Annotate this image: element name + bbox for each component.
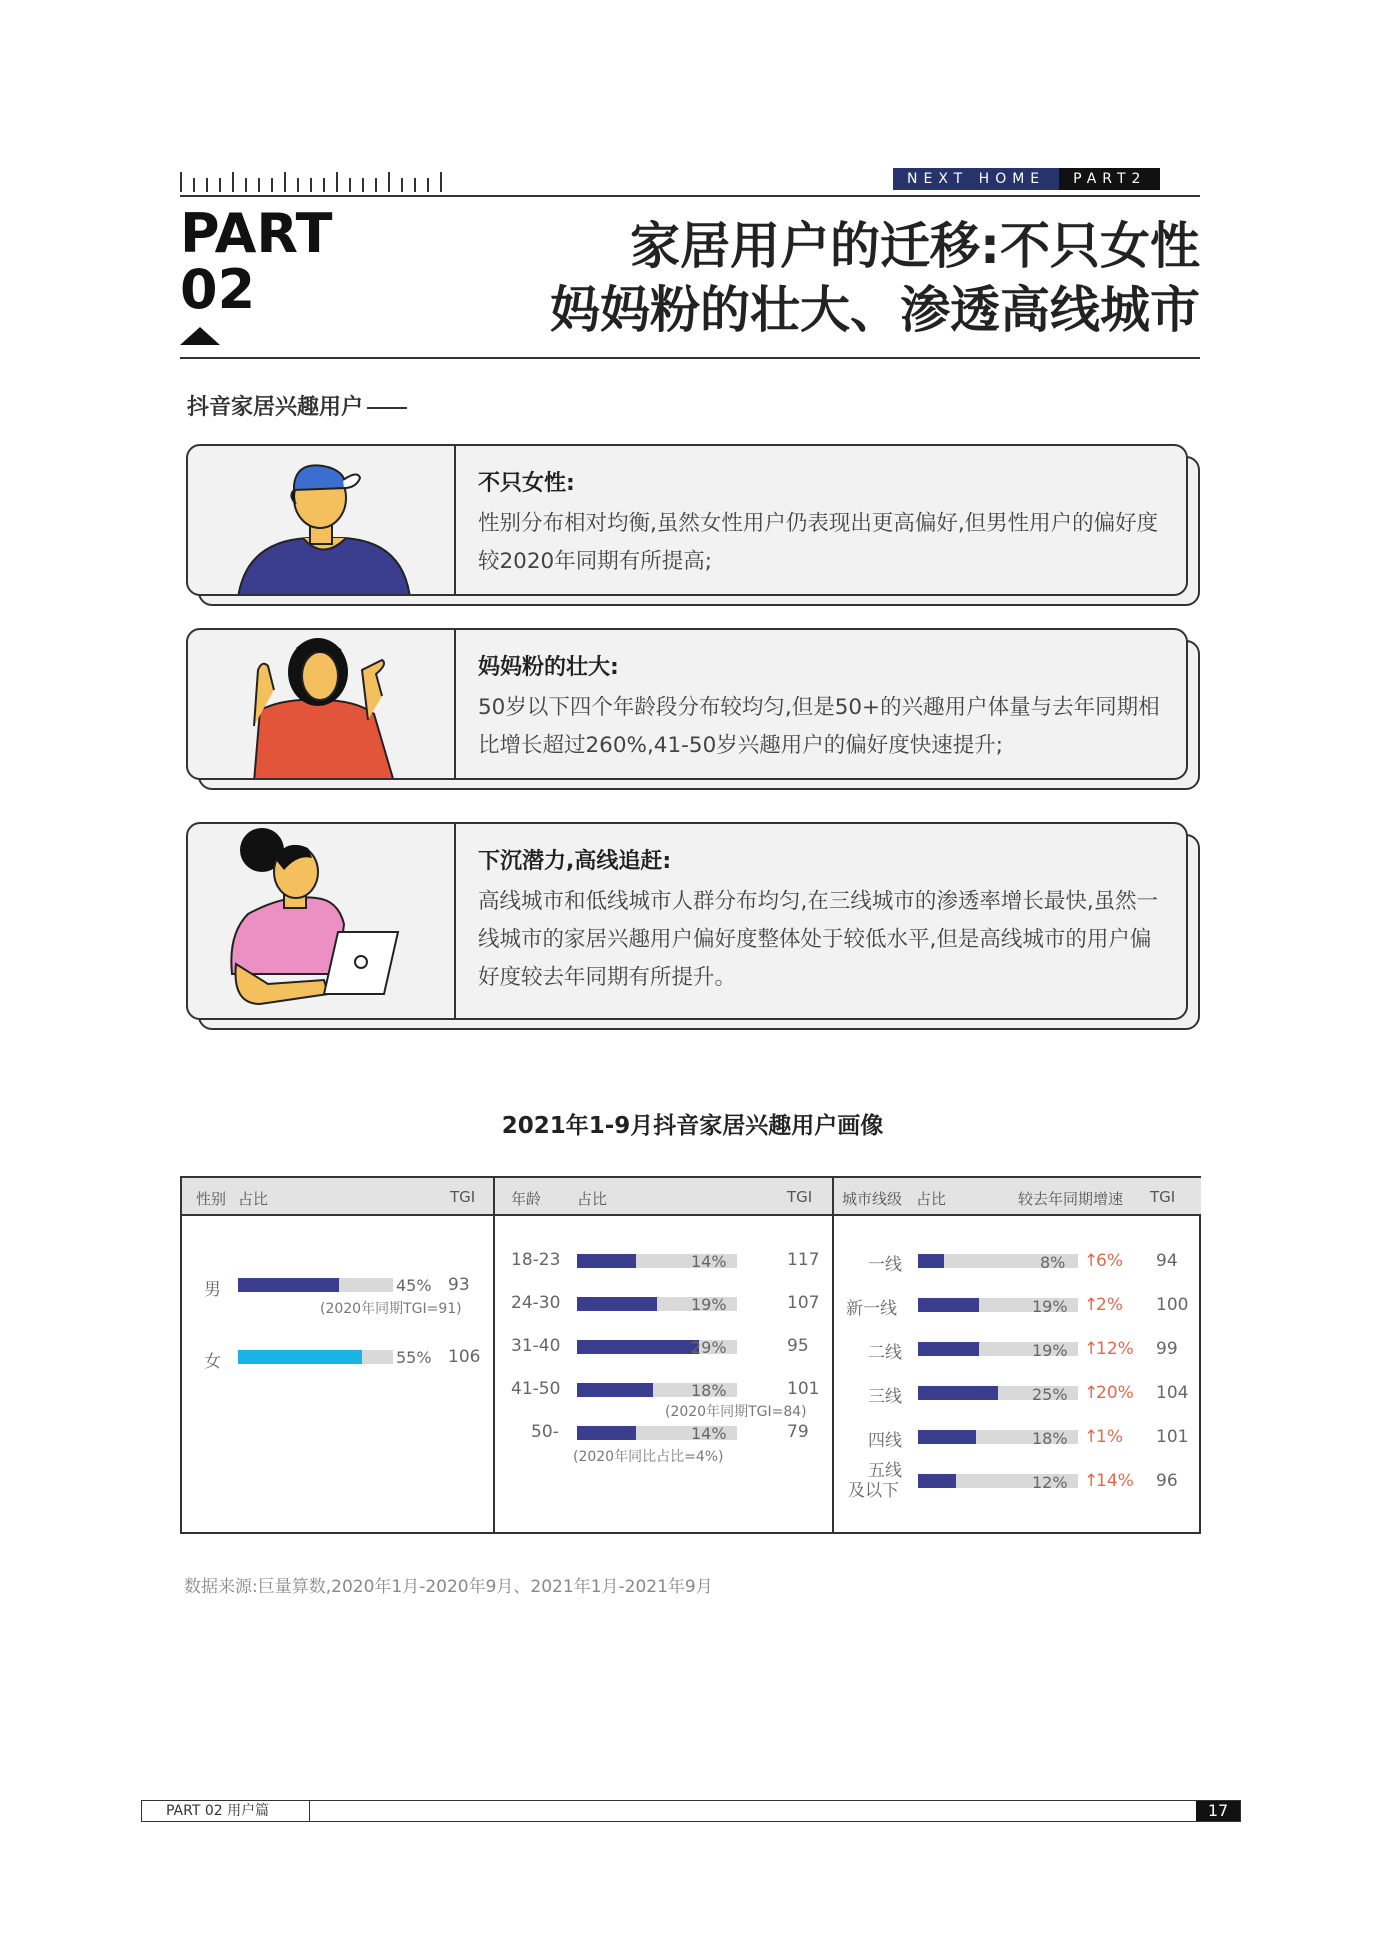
title-rule <box>180 357 1200 359</box>
header-share: 占比 <box>916 1190 947 1208</box>
header-share: 占比 <box>577 1190 608 1208</box>
growth-up-icon: ↑ <box>1084 1383 1099 1403</box>
city-label: 二线 <box>868 1343 902 1363</box>
card-mothers <box>186 628 1188 780</box>
ruler-tick <box>193 178 195 192</box>
section-dash <box>367 407 407 409</box>
bar-fill <box>918 1342 979 1356</box>
growth-up-icon: ↑ <box>1084 1251 1099 1271</box>
part-label: PART <box>180 202 333 265</box>
gender-column <box>182 1178 493 1532</box>
card-title: 不只女性: <box>478 471 575 496</box>
bar-track <box>238 1350 393 1364</box>
tgi-value: 94 <box>1156 1251 1178 1271</box>
bar-fill <box>238 1278 339 1292</box>
ruler-tick <box>232 172 234 192</box>
tgi-value: 101 <box>787 1379 820 1399</box>
footer-section: PART 02 用户篇 <box>142 1801 310 1821</box>
share-value: 8% <box>1040 1253 1066 1272</box>
bar-fill <box>918 1386 998 1400</box>
growth-value: 12% <box>1096 1339 1134 1359</box>
section-label <box>187 390 407 421</box>
user-profile-table <box>180 1176 1201 1534</box>
header-rule <box>180 195 1200 197</box>
ruler-tick <box>323 178 325 192</box>
age-header <box>495 1178 832 1216</box>
share-value: 14% <box>691 1252 727 1271</box>
ruler-tick <box>362 178 364 192</box>
ruler-tick <box>375 178 377 192</box>
page-number: 17 <box>1196 1801 1240 1821</box>
bar-fill <box>238 1350 362 1364</box>
ruler-tick <box>245 178 247 192</box>
share-value: 45% <box>396 1276 432 1295</box>
bar-fill <box>918 1298 979 1312</box>
tgi-value: 107 <box>787 1293 820 1313</box>
ruler-tick <box>258 178 260 192</box>
bar-fill <box>918 1474 956 1488</box>
header-share: 占比 <box>238 1190 269 1208</box>
tgi-value: 104 <box>1156 1383 1189 1403</box>
ruler-tick <box>310 178 312 192</box>
bar-fill <box>918 1254 944 1268</box>
share-value: 55% <box>396 1348 432 1367</box>
chart-title: 2021年1-9月抖音家居兴趣用户画像 <box>501 1113 884 1139</box>
ruler-tick <box>297 178 299 192</box>
gender-label: 女 <box>204 1352 221 1372</box>
city-label-line2: 及以下 <box>848 1481 899 1501</box>
header-growth: 较去年同期增速 <box>1018 1190 1124 1208</box>
card-title: 下沉潜力,高线追赶: <box>478 849 672 874</box>
age-column <box>495 1178 832 1532</box>
growth-up-icon: ↑ <box>1084 1427 1099 1447</box>
card-body: 50岁以下四个年龄段分布较均匀,但是50+的兴趣用户体量与去年同期相比增长超过260%,41-50岁兴趣用户的偏好度快速提升; <box>478 695 1160 758</box>
ruler-tick <box>401 178 403 192</box>
man-illustration <box>188 446 456 594</box>
ruler-tick <box>180 172 182 192</box>
ruler-tick <box>349 178 351 192</box>
bar-fill <box>577 1297 657 1311</box>
city-label: 一线 <box>868 1255 902 1275</box>
city-label: 四线 <box>868 1431 902 1451</box>
ruler-tick <box>206 178 208 192</box>
bar-fill <box>577 1383 653 1397</box>
data-source: 数据来源:巨量算数,2020年1月-2020年9月、2021年1月-2021年9月 <box>184 1577 713 1597</box>
city-label: 三线 <box>868 1387 902 1407</box>
gender-label: 男 <box>204 1280 221 1300</box>
header-tgi: TGI <box>787 1188 813 1206</box>
header-age: 年龄 <box>511 1190 542 1208</box>
page-title-line2: 妈妈粉的壮大、渗透高线城市 <box>550 281 1200 339</box>
share-value: 29% <box>691 1338 727 1357</box>
age-note: (2020年同比占比=4%) <box>573 1449 724 1465</box>
age-label: 18-23 <box>511 1250 561 1270</box>
tgi-value: 117 <box>787 1250 820 1270</box>
share-value: 19% <box>1032 1297 1068 1316</box>
ruler-tick <box>284 172 286 192</box>
header-gender: 性别 <box>196 1190 227 1208</box>
city-label-line1: 五线 <box>868 1461 902 1481</box>
tgi-value: 101 <box>1156 1427 1189 1447</box>
header-tgi: TGI <box>1150 1188 1176 1206</box>
city-header <box>834 1178 1201 1216</box>
city-label: 新一线 <box>846 1299 897 1319</box>
growth-up-icon: ↑ <box>1084 1471 1099 1491</box>
city-column <box>834 1178 1201 1532</box>
ruler-tick <box>336 172 338 192</box>
bar-fill <box>577 1426 636 1440</box>
bar-track <box>238 1278 393 1292</box>
age-label: 24-30 <box>511 1293 561 1313</box>
ruler-tick <box>219 178 221 192</box>
card-title: 妈妈粉的壮大: <box>478 655 619 680</box>
part-number: 02 <box>180 258 256 321</box>
tgi-value: 95 <box>787 1336 809 1356</box>
growth-up-icon: ↑ <box>1084 1339 1099 1359</box>
ruler-tick <box>427 178 429 192</box>
gender-header <box>182 1178 493 1216</box>
age-note: (2020年同期TGI=84) <box>665 1404 807 1420</box>
share-value: 18% <box>1032 1429 1068 1448</box>
share-value: 12% <box>1032 1473 1068 1492</box>
tgi-value: 79 <box>787 1422 809 1442</box>
card-gender <box>186 444 1188 596</box>
bar-fill <box>577 1340 699 1354</box>
tgi-value: 100 <box>1156 1295 1189 1315</box>
tgi-note: (2020年同期TGI=91) <box>320 1301 462 1317</box>
card-body: 高线城市和低线城市人群分布均匀,在三线城市的渗透率增长最快,虽然一线城市的家居兴趣用户偏好度整体处于较低水平,但是高线城市的用户偏好度较去年同期有所提升。 <box>478 889 1159 990</box>
woman-laptop-icon <box>188 824 456 1020</box>
brand-part: PART2 <box>1059 168 1160 190</box>
ruler-tick <box>388 172 390 192</box>
header-tgi: TGI <box>450 1188 476 1206</box>
page-footer <box>141 1800 1241 1822</box>
woman-waving-icon <box>188 630 456 780</box>
share-value: 14% <box>691 1424 727 1443</box>
age-label: 41-50 <box>511 1379 561 1399</box>
woman-waving-illustration <box>188 630 456 778</box>
bar-fill <box>918 1430 976 1444</box>
man-icon <box>188 446 456 596</box>
ruler-tick <box>440 172 442 192</box>
header-city-tier: 城市线级 <box>842 1190 903 1208</box>
section-label-text: 抖音家居兴趣用户 <box>187 395 364 420</box>
tgi-value: 99 <box>1156 1339 1178 1359</box>
triangle-icon <box>180 327 220 345</box>
age-label: 50- <box>531 1422 559 1442</box>
card-cities <box>186 822 1188 1020</box>
header-tick-ruler <box>180 168 450 192</box>
growth-value: 20% <box>1096 1383 1134 1403</box>
card-body: 性别分布相对均衡,虽然女性用户仍表现出更高偏好,但男性用户的偏好度较2020年同期有所提高; <box>478 511 1159 574</box>
woman-laptop-illustration <box>188 824 456 1018</box>
ruler-tick <box>271 178 273 192</box>
growth-up-icon: ↑ <box>1084 1295 1099 1315</box>
share-value: 19% <box>691 1295 727 1314</box>
share-value: 19% <box>1032 1341 1068 1360</box>
page-title-line1: 家居用户的迁移:不只女性 <box>630 217 1200 275</box>
brand-next-home: NEXT HOME <box>893 168 1059 190</box>
growth-value: 2% <box>1096 1295 1123 1315</box>
tgi-value: 106 <box>448 1347 481 1367</box>
growth-value: 1% <box>1096 1427 1123 1447</box>
age-label: 31-40 <box>511 1336 561 1356</box>
growth-value: 6% <box>1096 1251 1123 1271</box>
share-value: 25% <box>1032 1385 1068 1404</box>
brand-tag <box>893 168 1160 190</box>
bar-fill <box>577 1254 636 1268</box>
tgi-value: 93 <box>448 1275 470 1295</box>
ruler-tick <box>414 178 416 192</box>
tgi-value: 96 <box>1156 1471 1178 1491</box>
growth-value: 14% <box>1096 1471 1134 1491</box>
share-value: 18% <box>691 1381 727 1400</box>
